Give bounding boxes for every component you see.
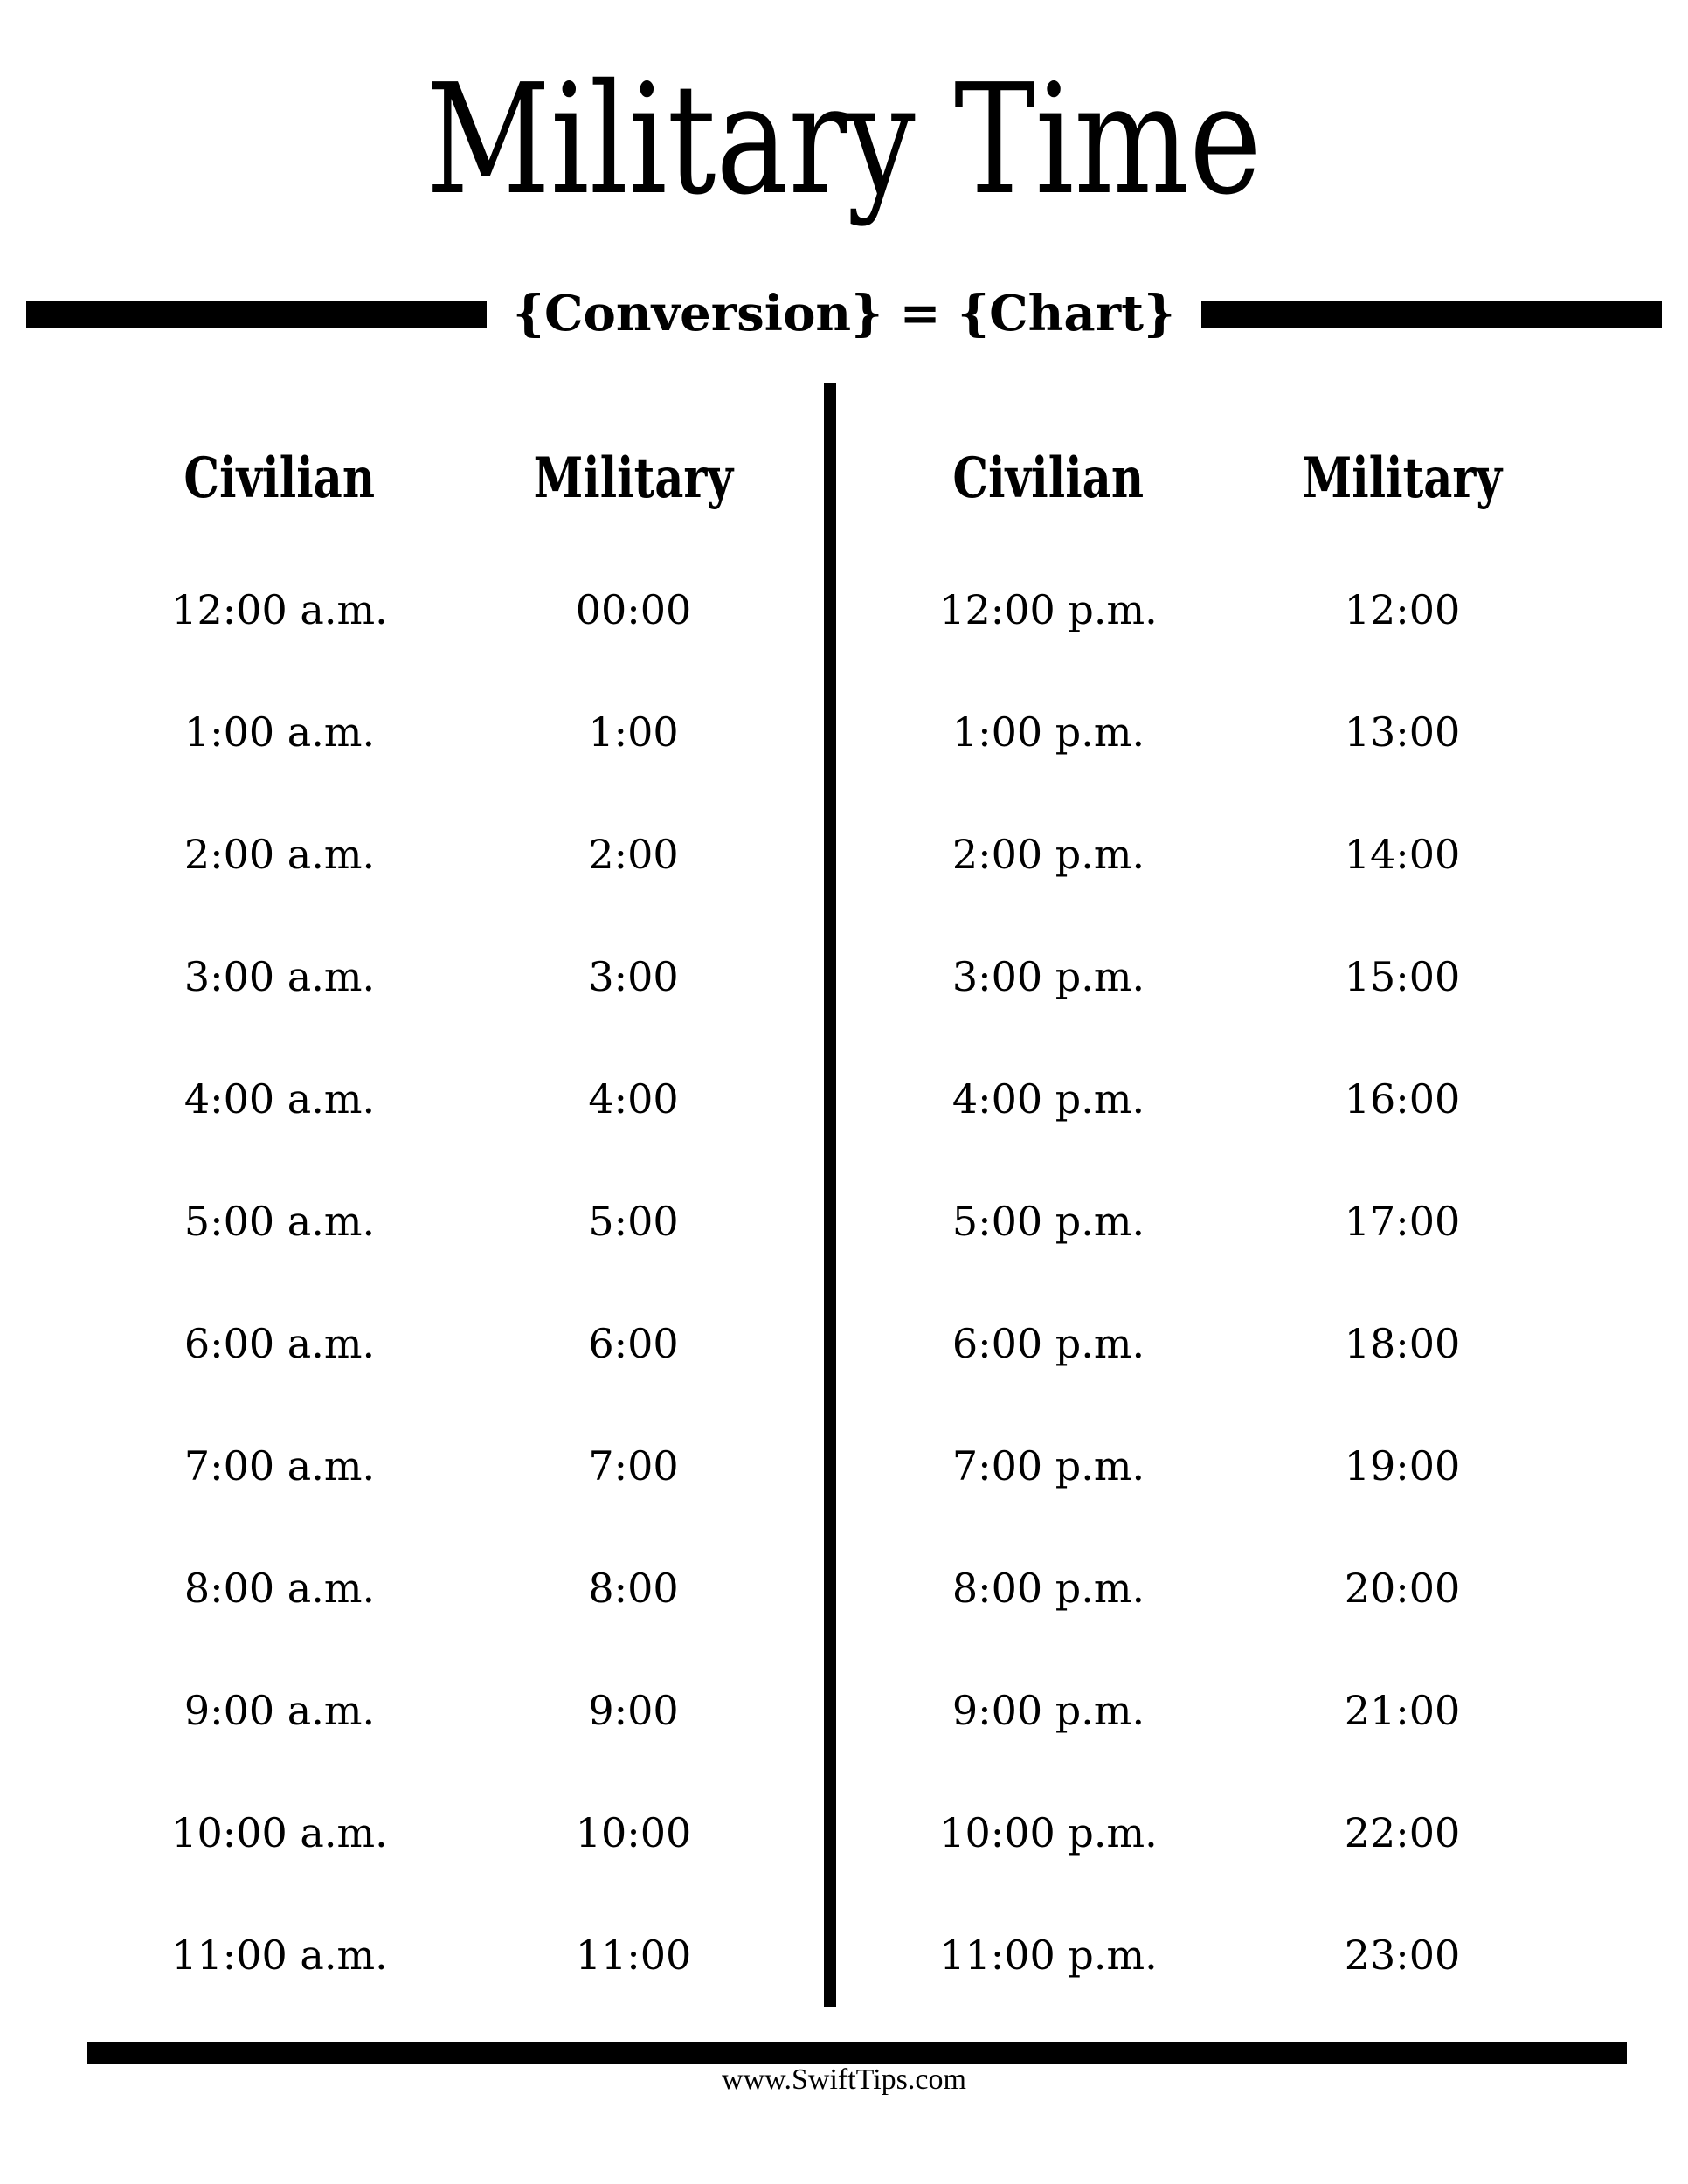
- civilian-time-cell: 8:00 a.m.: [183, 1565, 376, 1612]
- subtitle-bar-left: [26, 301, 487, 328]
- civilian-header: Civilian: [183, 445, 376, 511]
- table-row: [92, 916, 799, 1038]
- table-row: [92, 1649, 799, 1772]
- table-row: [92, 793, 799, 916]
- footer-bar: [87, 2042, 1627, 2064]
- table-row: [92, 671, 799, 793]
- table-row: [861, 1772, 1568, 1894]
- military-time-cell: 20:00: [1344, 1565, 1461, 1612]
- civilian-time-cell: 1:00 p.m.: [951, 708, 1145, 756]
- military-header: Military: [1302, 445, 1503, 511]
- military-time-cell: 15:00: [1344, 953, 1461, 1000]
- civilian-time-cell: 11:00 a.m.: [171, 1932, 388, 1979]
- military-time-cell: 21:00: [1344, 1687, 1461, 1734]
- military-time-cell: 7:00: [588, 1442, 679, 1489]
- right-table-header: [861, 417, 1568, 539]
- table-row: [861, 1160, 1568, 1282]
- table-row: [92, 1160, 799, 1282]
- table-row: [92, 1772, 799, 1894]
- table-row: [861, 1038, 1568, 1160]
- table-row: [92, 1894, 799, 2016]
- civilian-time-cell: 2:00 a.m.: [183, 831, 376, 878]
- military-time-cell: 16:00: [1344, 1075, 1461, 1123]
- page-title: [0, 52, 1688, 229]
- civilian-time-cell: 12:00 p.m.: [939, 586, 1158, 633]
- civilian-time-cell: 12:00 a.m.: [171, 586, 388, 633]
- military-time-cell: 3:00: [588, 953, 679, 1000]
- military-time-cell: 4:00: [588, 1075, 679, 1123]
- table-row: [861, 671, 1568, 793]
- table-row: [861, 1649, 1568, 1772]
- civilian-time-cell: 1:00 a.m.: [183, 708, 376, 756]
- table-row: [861, 793, 1568, 916]
- table-row: [861, 1527, 1568, 1649]
- military-time-cell: 13:00: [1344, 708, 1461, 756]
- table-row: [861, 549, 1568, 671]
- civilian-time-cell: 3:00 a.m.: [183, 953, 376, 1000]
- civilian-time-cell: 5:00 a.m.: [183, 1198, 376, 1245]
- civilian-time-cell: 9:00 a.m.: [183, 1687, 376, 1734]
- civilian-time-cell: 4:00 p.m.: [951, 1075, 1145, 1123]
- military-time-cell: 10:00: [575, 1809, 692, 1856]
- military-time-cell: 00:00: [575, 586, 692, 633]
- table-row: [92, 1527, 799, 1649]
- left-table-rows: [92, 549, 799, 2016]
- table-row: [861, 916, 1568, 1038]
- civilian-time-cell: 3:00 p.m.: [951, 953, 1145, 1000]
- civilian-time-cell: 10:00 p.m.: [939, 1809, 1158, 1856]
- civilian-time-cell: 7:00 p.m.: [951, 1442, 1145, 1489]
- table-row: [92, 1038, 799, 1160]
- military-time-cell: 1:00: [588, 708, 679, 756]
- military-time-cell: 12:00: [1344, 586, 1461, 633]
- military-time-cell: 17:00: [1344, 1198, 1461, 1245]
- military-time-cell: 11:00: [575, 1932, 692, 1979]
- civilian-time-cell: 2:00 p.m.: [951, 831, 1145, 878]
- table-row: [861, 1282, 1568, 1405]
- military-time-cell: 8:00: [588, 1565, 679, 1612]
- left-table: [92, 417, 799, 2016]
- civilian-time-cell: 5:00 p.m.: [951, 1198, 1145, 1245]
- civilian-header: Civilian: [952, 445, 1145, 511]
- right-table-rows: [861, 549, 1568, 2016]
- table-row: [92, 1282, 799, 1405]
- military-time-cell: 23:00: [1344, 1932, 1461, 1979]
- table-row: [92, 549, 799, 671]
- military-time-cell: 2:00: [588, 831, 679, 878]
- military-time-cell: 18:00: [1344, 1320, 1461, 1367]
- page-title-text: Military Time: [425, 52, 1263, 229]
- civilian-time-cell: 6:00 a.m.: [183, 1320, 376, 1367]
- civilian-time-cell: 4:00 a.m.: [183, 1075, 376, 1123]
- subtitle-bar-right: [1201, 301, 1662, 328]
- footer-url: www.SwiftTips.com: [722, 2063, 966, 2096]
- civilian-time-cell: 6:00 p.m.: [951, 1320, 1145, 1367]
- subtitle: {Conversion} = {Chart}: [512, 285, 1176, 342]
- table-row: [861, 1405, 1568, 1527]
- civilian-time-cell: 10:00 a.m.: [171, 1809, 388, 1856]
- civilian-time-cell: 9:00 p.m.: [951, 1687, 1145, 1734]
- right-table: [861, 417, 1568, 2016]
- table-row: [92, 1405, 799, 1527]
- civilian-time-cell: 11:00 p.m.: [939, 1932, 1158, 1979]
- military-time-cell: 9:00: [588, 1687, 679, 1734]
- military-time-cell: 6:00: [588, 1320, 679, 1367]
- military-header: Military: [533, 445, 734, 511]
- civilian-time-cell: 8:00 p.m.: [951, 1565, 1145, 1612]
- military-time-cell: 14:00: [1344, 831, 1461, 878]
- left-table-header: [92, 417, 799, 539]
- center-divider: [824, 383, 836, 2007]
- military-time-cell: 22:00: [1344, 1809, 1461, 1856]
- military-time-cell: 5:00: [588, 1198, 679, 1245]
- civilian-time-cell: 7:00 a.m.: [183, 1442, 376, 1489]
- military-time-cell: 19:00: [1344, 1442, 1461, 1489]
- table-row: [861, 1894, 1568, 2016]
- subtitle-row: [0, 285, 1688, 343]
